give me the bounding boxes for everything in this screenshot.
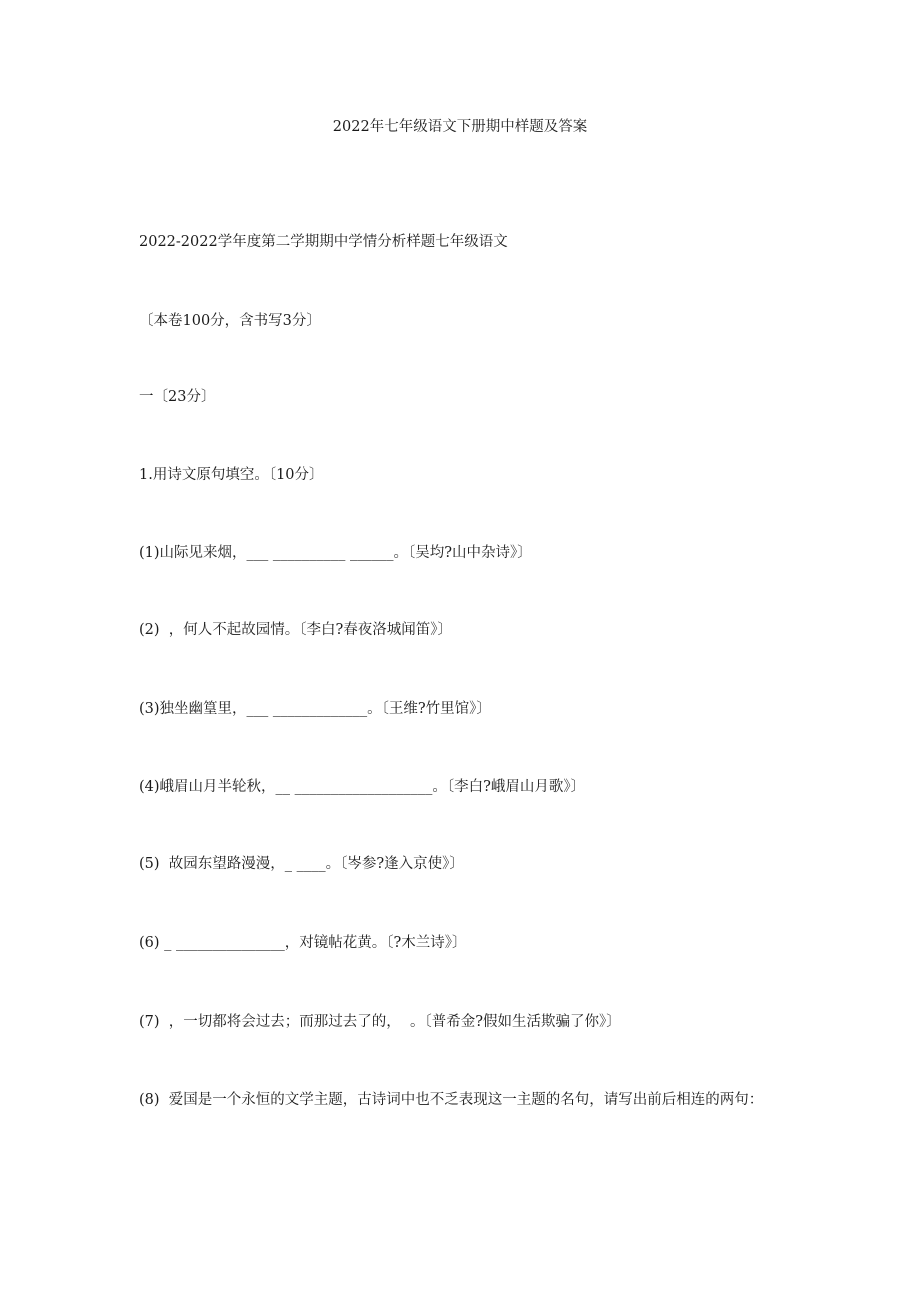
question-1-item-5: (5) 故园东望路漫漫，_ ____。〔岑参?逢入京使》〕 [139, 856, 464, 872]
question-1-item-3: (3)独坐幽篁里，___ _____________。〔王维?竹里馆》〕 [139, 701, 491, 717]
question-1-item-4: (4)峨眉山月半轮秋，__ ___________________。〔李白?峨眉山月歌》〕 [139, 779, 586, 795]
question-1-item-6: (6) _ _______________，对镜帖花黄。〔?木兰诗》〕 [139, 935, 467, 951]
exam-heading: 2022-2022学年度第二学期期中学情分析样题七年级语文 [139, 234, 508, 250]
question-1-item-7: (7) ，一切都将会过去；而那过去了的， 。〔普希金?假如生活欺骗了你》〕 [139, 1014, 621, 1030]
document-title: 2022年七年级语文下册期中样题及答案 [332, 119, 588, 135]
score-note: 〔本卷100分，含书写3分〕 [139, 313, 321, 329]
question-1-prompt: 1.用诗文原句填空。〔10分〕 [139, 467, 324, 483]
question-1-item-8: (8) 爱国是一个永恒的文学主题，古诗词中也不乏表现这一主题的名句，请写出前后相连的两句： [139, 1092, 764, 1108]
question-1-item-1: (1)山际见来烟，___ __________ ______。〔吴均?山中杂诗》〕 [139, 545, 532, 561]
section-heading: 一〔23分〕 [139, 389, 216, 405]
question-1-item-2: (2) ，何人不起故园情。〔李白?春夜洛城闻笛》〕 [139, 622, 453, 638]
